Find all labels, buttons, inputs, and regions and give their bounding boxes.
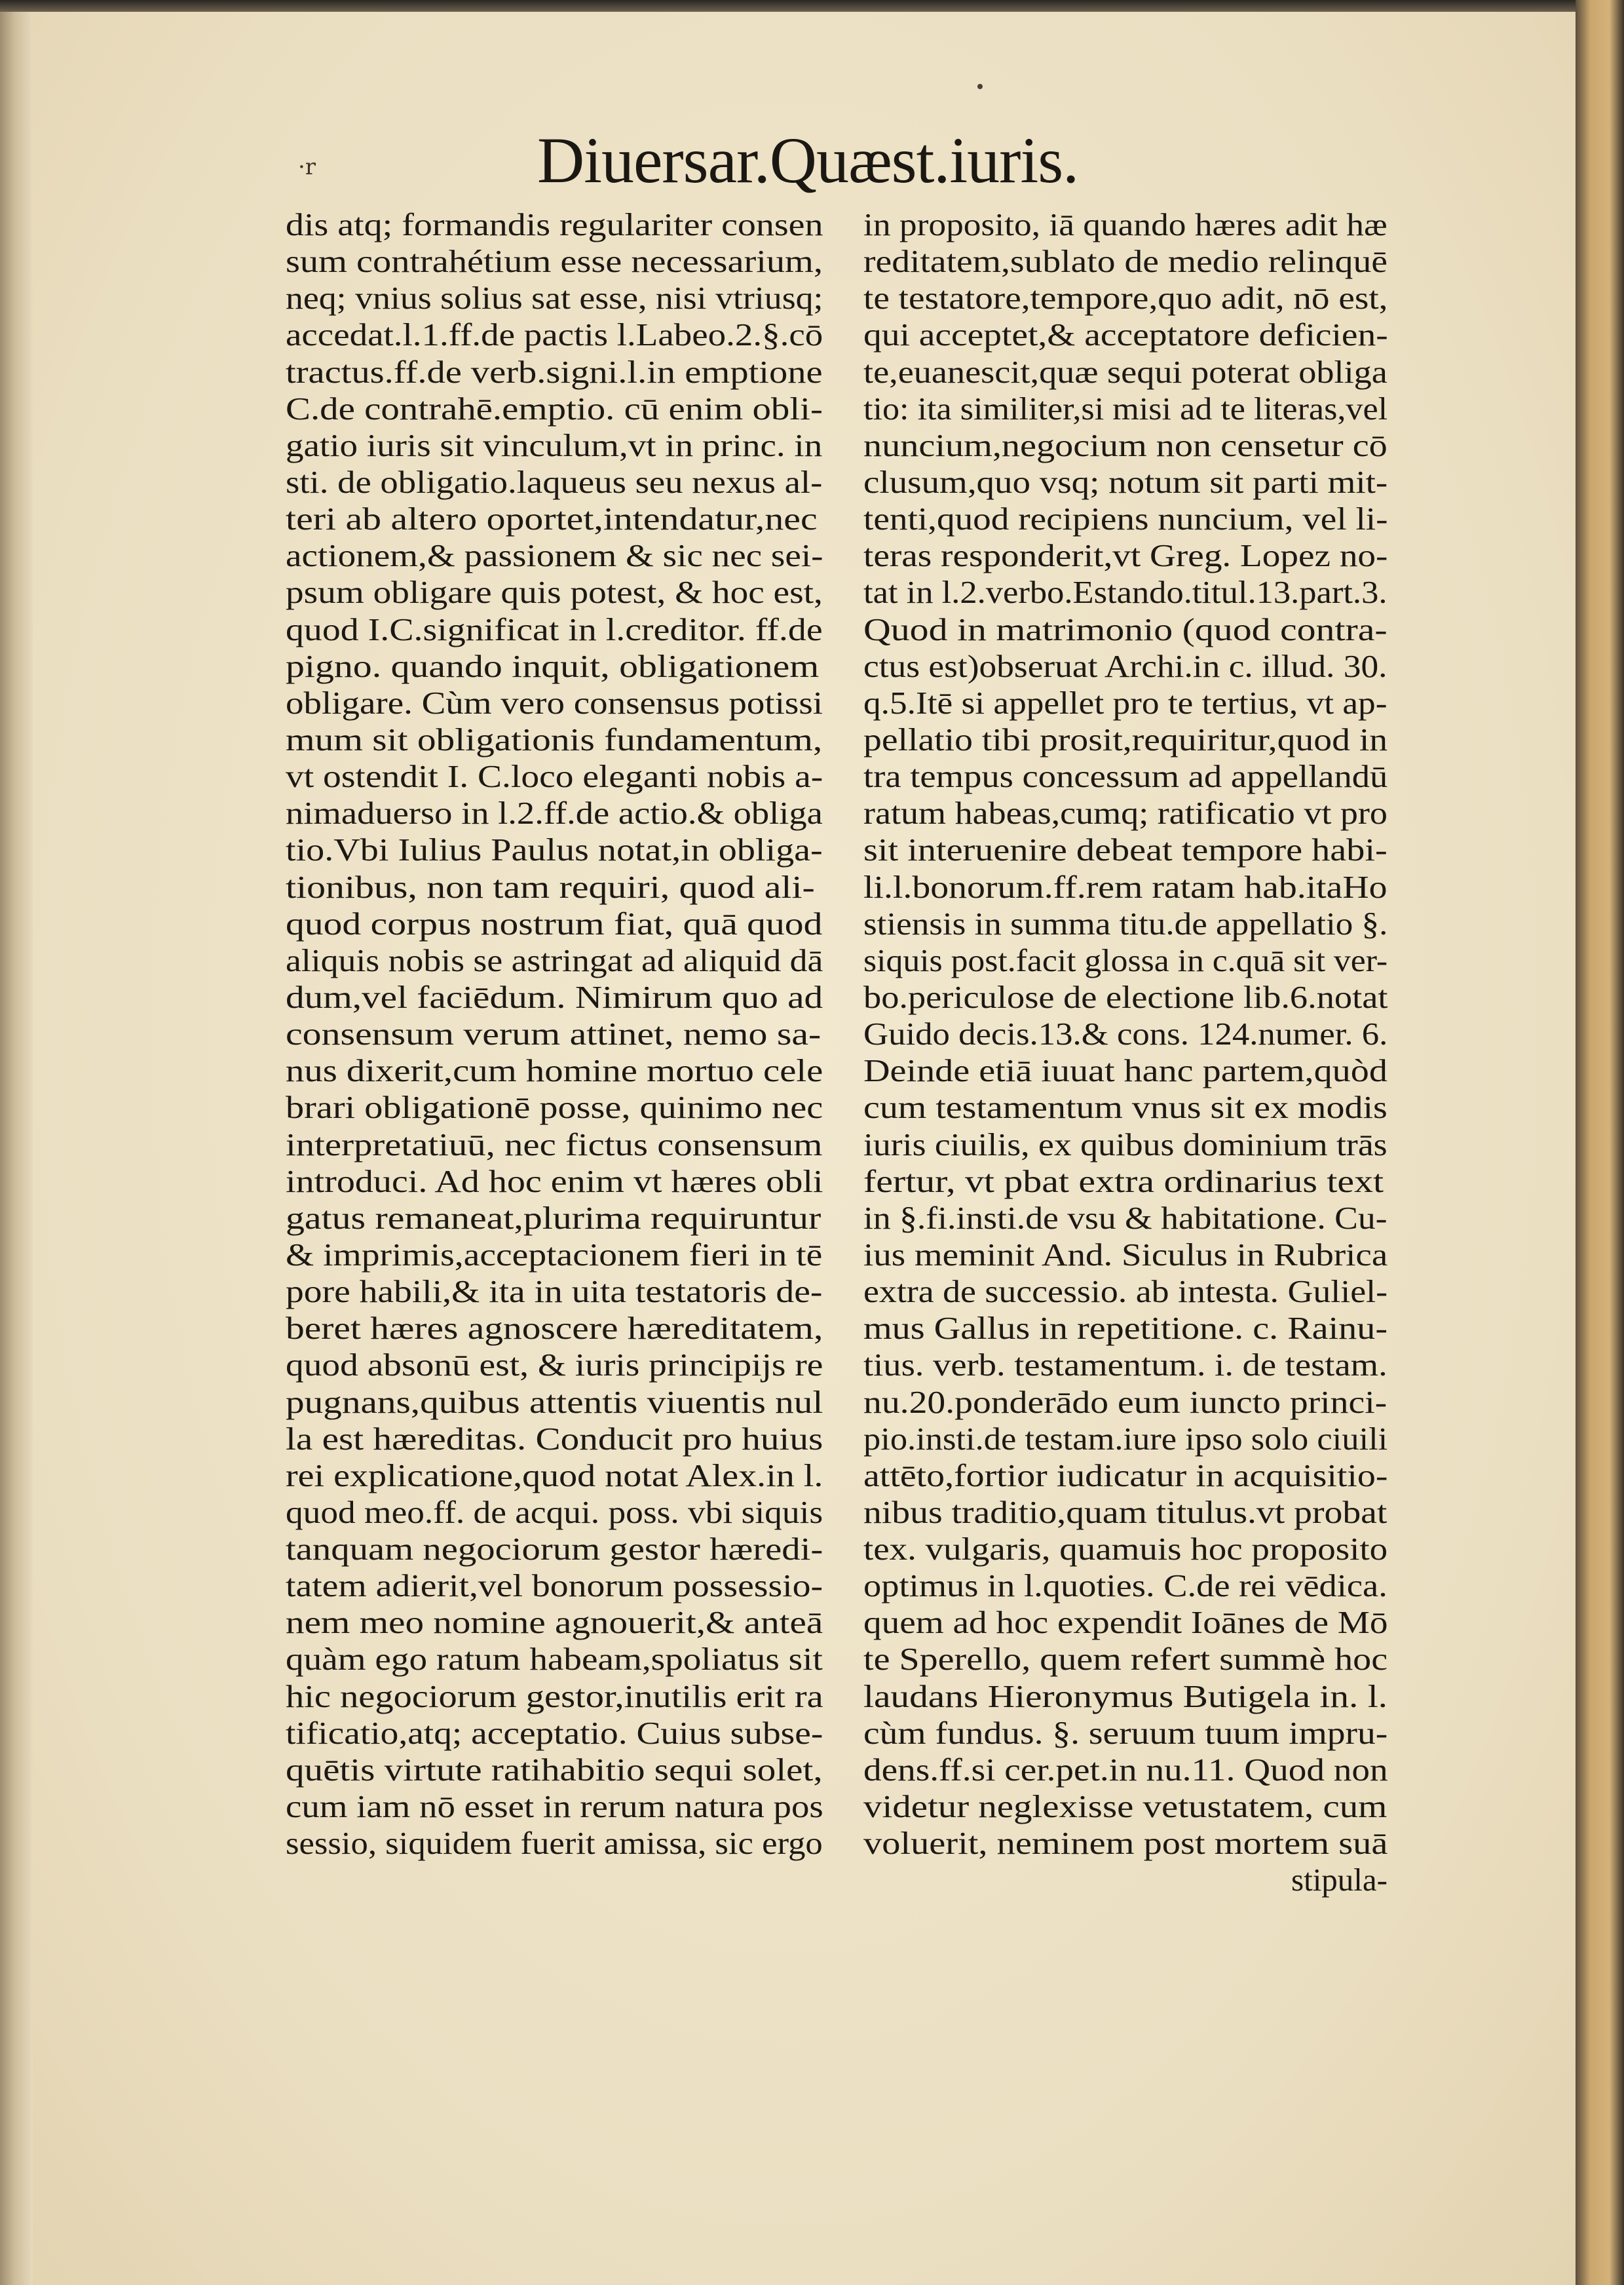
page-edge <box>1576 0 1624 2285</box>
page-top-shadow <box>0 0 1576 12</box>
text-line: psum obligare quis potest, & hoc est, <box>286 574 823 611</box>
text-line: teras responderit,vt Greg. Lopez no- <box>863 537 1388 574</box>
text-line: nimaduerso in l.2.ff.de actio.& obliga <box>286 795 823 832</box>
ink-dot <box>977 84 983 89</box>
text-line: aliquis nobis se astringat ad aliquid dā <box>286 942 823 978</box>
text-line: tex. vulgaris, quamuis hoc proposito <box>863 1531 1388 1567</box>
text-line: dum,vel faciēdum. Nimirum quo ad <box>286 978 823 1015</box>
text-line: pore habili,& ita in uita testatoris de- <box>286 1273 823 1310</box>
text-line: tio: ita similiter,si misi ad te literas,vel <box>863 390 1388 427</box>
text-line: consensum verum attinet, nemo sa- <box>286 1016 821 1052</box>
text-line: nu.20.ponderādo eum iuncto princi- <box>863 1383 1388 1420</box>
corner-mark: ·r <box>298 154 316 180</box>
text-line: pigno. quando inquit, obligationem <box>286 647 820 684</box>
text-line: tio.Vbi Iulius Paulus notat,in obliga- <box>286 832 823 868</box>
text-line: gatio iuris sit vinculum,vt in princ. in <box>286 427 823 463</box>
text-line: qui acceptet,& acceptatore deficien- <box>863 317 1388 353</box>
text-line: reditatem,sublato de medio relinquē <box>863 243 1388 280</box>
text-line: tenti,quod recipiens nuncium, vel li- <box>863 501 1388 537</box>
text-line: te testatore,tempore,quo adit, nō est, <box>863 280 1388 317</box>
catchword: stipula- <box>1291 1862 1388 1898</box>
text-line: introduci. Ad hoc enim vt hæres obli <box>286 1162 823 1199</box>
text-line: la est hæreditas. Conducit pro huius <box>286 1420 823 1457</box>
text-line: pio.insti.de testam.iure ipso solo ciuili <box>863 1420 1388 1457</box>
text-line: Deinde etiā iuuat hanc partem,quòd <box>863 1052 1388 1089</box>
text-line: siquis post.facit glossa in c.quā sit ver- <box>863 942 1388 978</box>
text-line: tatem adierit,vel bonorum possessio- <box>286 1567 823 1604</box>
text-line: pugnans,quibus attentis viuentis nul <box>286 1383 823 1420</box>
text-line: dens.ff.si cer.pet.in nu.11. Quod non <box>863 1751 1388 1788</box>
text-line: actionem,& passionem & sic nec sei- <box>286 537 823 574</box>
text-line: nem meo nomine agnouerit,& anteā <box>286 1604 823 1641</box>
text-line: sessio, siquidem fuerit amissa, sic ergo <box>286 1825 823 1862</box>
text-line: clusum,quo vsq; notum sit parti mit- <box>863 463 1388 500</box>
text-line: ratum habeas,cumq; ratificatio vt pro <box>863 795 1388 832</box>
text-line: quem ad hoc expendit Ioānes de Mō <box>863 1604 1388 1641</box>
text-line: quod absonū est, & iuris principijs re <box>286 1347 823 1383</box>
text-line: li.l.bonorum.ff.rem ratam hab.itaHo <box>863 868 1388 905</box>
text-line: teri ab altero oportet,intendatur,nec <box>286 501 818 537</box>
text-line: mus Gallus in repetitione. c. Rainu- <box>863 1310 1388 1347</box>
text-line: quod I.C.significat in l.creditor. ff.de <box>286 611 823 647</box>
text-line: Guido decis.13.& cons. 124.numer. 6. <box>863 1016 1388 1052</box>
text-line: C.de contrahē.emptio. cū enim obli- <box>286 390 823 427</box>
text-line: q.5.Itē si appellet pro te tertius, vt ap- <box>863 684 1388 721</box>
text-line: extra de successio. ab intesta. Guliel- <box>863 1273 1388 1310</box>
text-line: sit interuenire debeat tempore habi- <box>863 832 1388 868</box>
text-line: ctus est)obseruat Archi.in c. illud. 30. <box>863 647 1388 684</box>
text-line: tat in l.2.verbo.Estando.titul.13.part.3. <box>863 574 1388 611</box>
text-line: accedat.l.1.ff.de pactis l.Labeo.2.§.cō <box>286 317 823 353</box>
text-line: tificatio,atq; acceptatio. Cuius subse- <box>286 1714 823 1751</box>
text-line: voluerit, neminem post mortem suā <box>863 1825 1388 1862</box>
text-line: in §.fi.insti.de vsu & habitatione. Cu- <box>863 1199 1388 1236</box>
text-line: sti. de obligatio.laqueus seu nexus al- <box>286 463 823 500</box>
text-line: bo.periculose de electione lib.6.notat <box>863 978 1388 1015</box>
text-line: quod meo.ff. de acqui. poss. vbi siquis <box>286 1493 823 1530</box>
text-line: pellatio tibi prosit,requiritur,quod in <box>863 721 1388 758</box>
text-line: dis atq; formandis regulariter consen <box>286 206 823 242</box>
text-line: neq; vnius solius sat esse, nisi vtriusq; <box>286 280 823 317</box>
text-line: hic negociorum gestor,inutilis erit ra <box>286 1678 823 1714</box>
text-line: videtur neglexisse vetustatem, cum <box>863 1788 1388 1825</box>
text-line: & imprimis,acceptacionem fieri in tē <box>286 1236 823 1273</box>
text-line: te Sperello, quem refert summè hoc <box>863 1641 1388 1678</box>
text-line: tionibus, non tam requiri, quod ali- <box>286 868 815 905</box>
text-line: Quod in matrimonio (quod contra- <box>863 611 1388 647</box>
text-line: quod corpus nostrum fiat, quā quod <box>286 905 823 942</box>
binding-gutter <box>0 0 33 2285</box>
text-line: interpretatiuū, nec fictus consensum <box>286 1126 823 1162</box>
text-line: nuncium,negocium non censetur cō <box>863 427 1388 463</box>
text-line: tanquam negociorum gestor hæredi- <box>286 1531 823 1567</box>
text-line: te,euanescit,quæ sequi poterat obliga <box>863 353 1388 390</box>
text-line: vt ostendit I. C.loco eleganti nobis a- <box>286 758 823 795</box>
text-line: tractus.ff.de verb.signi.l.in emptione <box>286 353 823 390</box>
text-line: fertur, vt pbat extra ordinarius text <box>863 1162 1384 1199</box>
text-line: tra tempus concessum ad appellandū <box>863 758 1388 795</box>
text-line: optimus in l.quoties. C.de rei vēdica. <box>863 1567 1388 1604</box>
text-line: gatus remaneat,plurima requiruntur <box>286 1199 821 1236</box>
text-line: tius. verb. testamentum. i. de testam. <box>863 1347 1388 1383</box>
text-line: ius meminit And. Siculus in Rubrica <box>863 1236 1388 1273</box>
text-line: mum sit obligationis fundamentum, <box>286 721 823 758</box>
text-line: brari obligationē posse, quinimo nec <box>286 1089 823 1126</box>
right-text-column <box>863 206 1388 1898</box>
text-line: quàm ego ratum habeam,spoliatus sit <box>286 1641 823 1678</box>
text-line: in proposito, iā quando hæres adit hæ <box>863 206 1388 242</box>
text-line: nibus traditio,quam titulus.vt probat <box>863 1493 1388 1530</box>
text-line: cum iam nō esset in rerum natura pos <box>286 1788 823 1825</box>
text-line: nus dixerit,cum homine mortuo cele <box>286 1052 823 1089</box>
text-line: iuris ciuilis, ex quibus dominium trās <box>863 1126 1388 1162</box>
text-line: stiensis in summa titu.de appellatio §. <box>863 905 1388 942</box>
running-header: Diuersar.Quæst.iuris. <box>537 124 1079 197</box>
text-line: cum testamentum vnus sit ex modis <box>863 1089 1388 1126</box>
text-line: obligare. Cùm vero consensus potissi <box>286 684 823 721</box>
text-line: attēto,fortior iudicatur in acquisitio- <box>863 1457 1388 1493</box>
text-line: cùm fundus. §. seruum tuum impru- <box>863 1714 1388 1751</box>
text-line: beret hæres agnoscere hæreditatem, <box>286 1310 823 1347</box>
text-line: sum contrahétium esse necessarium, <box>286 243 823 280</box>
left-text-column <box>286 206 823 1862</box>
text-line: quētis virtute ratihabitio sequi solet, <box>286 1751 823 1788</box>
text-line: rei explicatione,quod notat Alex.in l. <box>286 1457 823 1493</box>
text-line: laudans Hieronymus Butigela in. l. <box>863 1678 1388 1714</box>
